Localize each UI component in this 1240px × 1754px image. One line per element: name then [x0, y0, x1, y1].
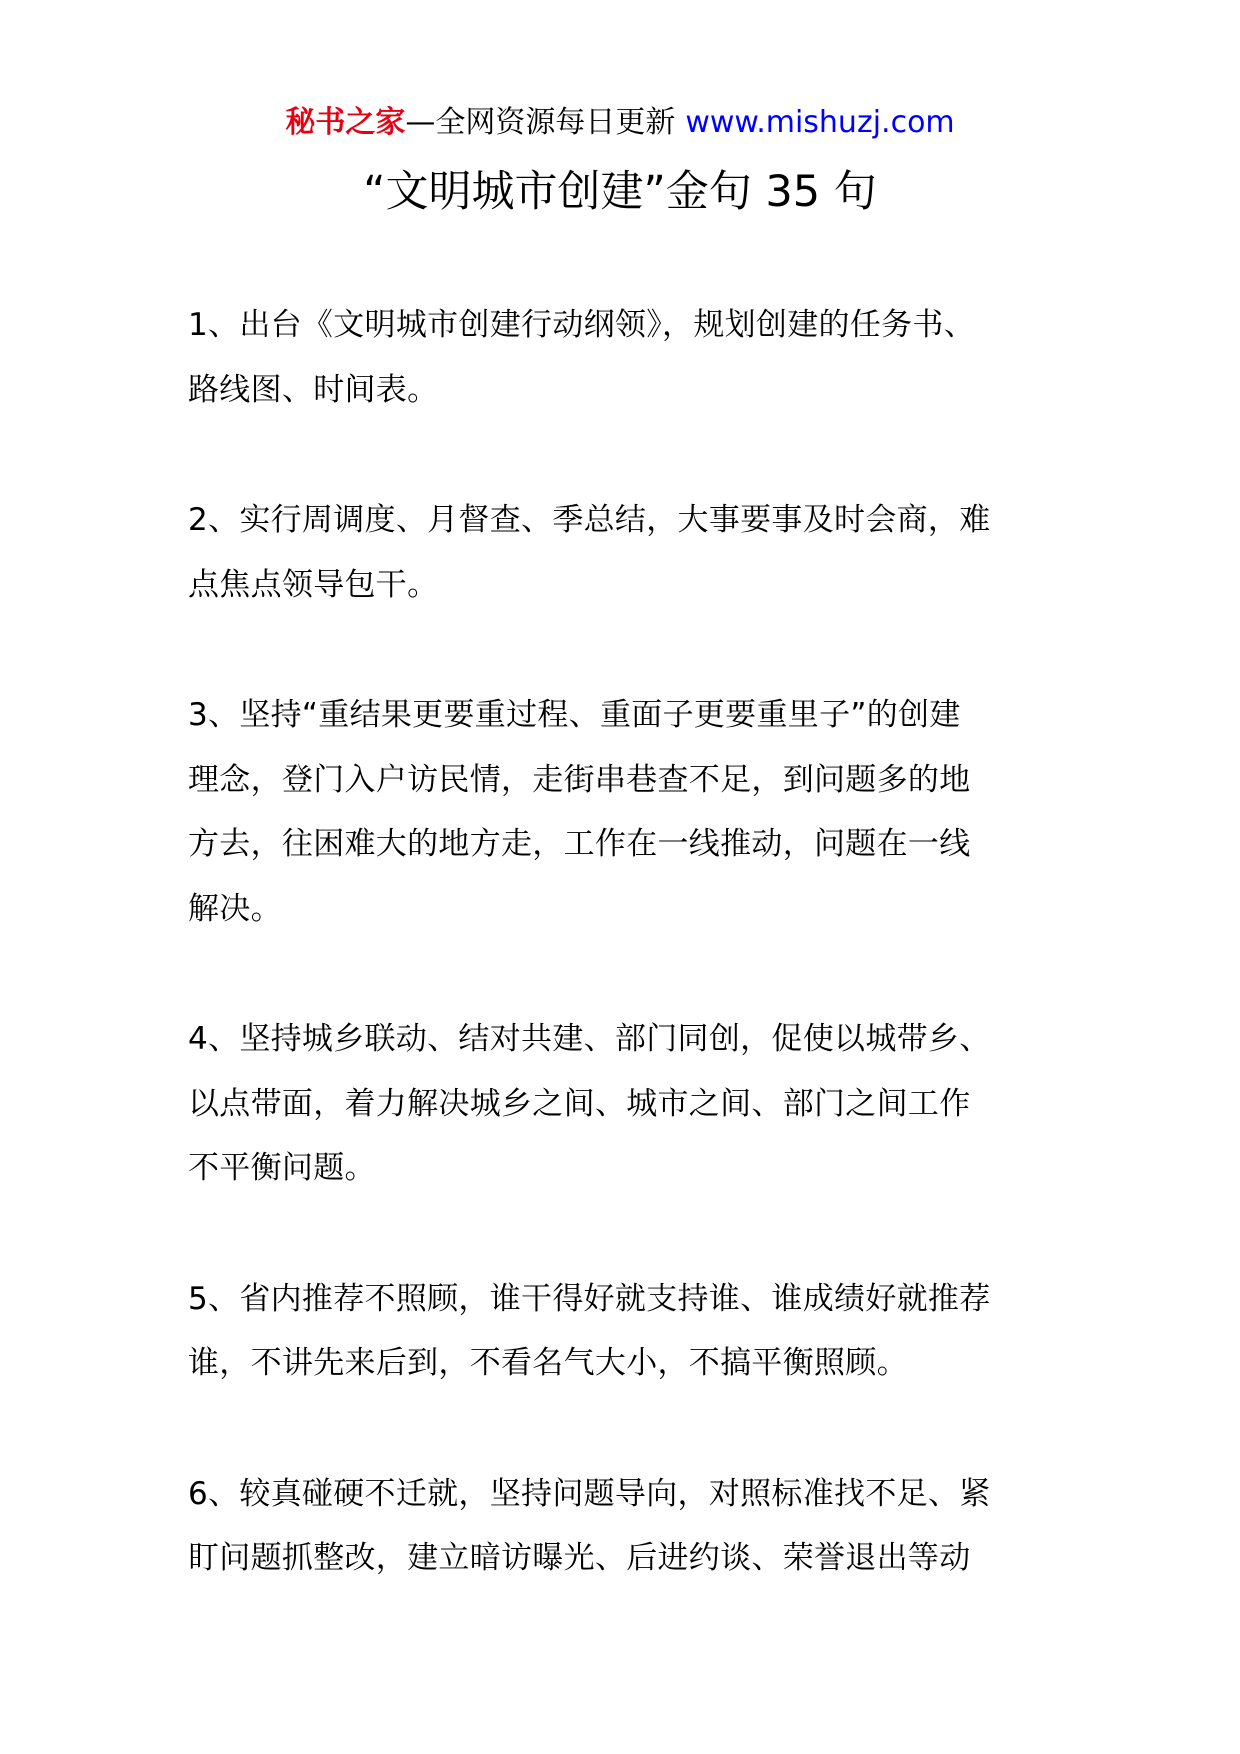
paragraph-line: 5、省内推荐不照顾，谁干得好就支持谁、谁成绩好就推荐 [188, 1280, 991, 1317]
paragraph-line: 理念，登门入户访民情，走街串巷查不足，到问题多的地 [188, 761, 971, 798]
site-tagline: —全网资源每日更新 [405, 105, 676, 140]
paragraph-line: 6、较真碰硬不迁就，坚持问题导向，对照标准找不足、紧 [188, 1475, 991, 1512]
paragraph-line: 解决。 [188, 890, 282, 927]
paragraph-4 [188, 1007, 1058, 1201]
paragraph-line: 方去，往困难大的地方走，工作在一线推动，问题在一线 [188, 826, 971, 862]
site-header [0, 102, 1240, 144]
paragraph-line: 4、坚持城乡联动、结对共建、部门同创，促使以城带乡、 [188, 1021, 991, 1057]
paragraph-line: 谁，不讲先来后到，不看名气大小，不搞平衡照顾。 [188, 1345, 908, 1381]
paragraph-line: 以点带面，着力解决城乡之间、城市之间、部门之间工作 [188, 1085, 971, 1122]
paragraph-line: 不平衡问题。 [188, 1150, 376, 1186]
paragraph-line: 路线图、时间表。 [188, 371, 439, 408]
paragraph-5 [188, 1267, 1058, 1396]
paragraph-3 [188, 683, 1058, 941]
paragraph-line: 3、坚持“重结果更要重过程、重面子更要重里子”的创建 [188, 697, 961, 733]
site-url-link[interactable]: www.mishuzj.com [685, 105, 955, 140]
paragraph-line: 1、出台《文明城市创建行动纲领》，规划创建的任务书、 [188, 307, 976, 343]
document-title: “文明城市创建”金句 35 句 [363, 167, 877, 217]
paragraph-line: 2、实行周调度、月督查、季总结，大事要事及时会商，难 [188, 502, 991, 538]
paragraph-line: 点焦点领导包干。 [188, 566, 439, 603]
paragraph-1 [188, 293, 1058, 422]
document-body [188, 293, 1058, 1657]
paragraph-line: 盯问题抓整改，建立暗访曝光、后进约谈、荣誉退出等动 [188, 1540, 971, 1576]
paragraph-6 [188, 1462, 1058, 1591]
paragraph-2 [188, 488, 1058, 617]
brand-name: 秘书之家 [285, 105, 406, 140]
